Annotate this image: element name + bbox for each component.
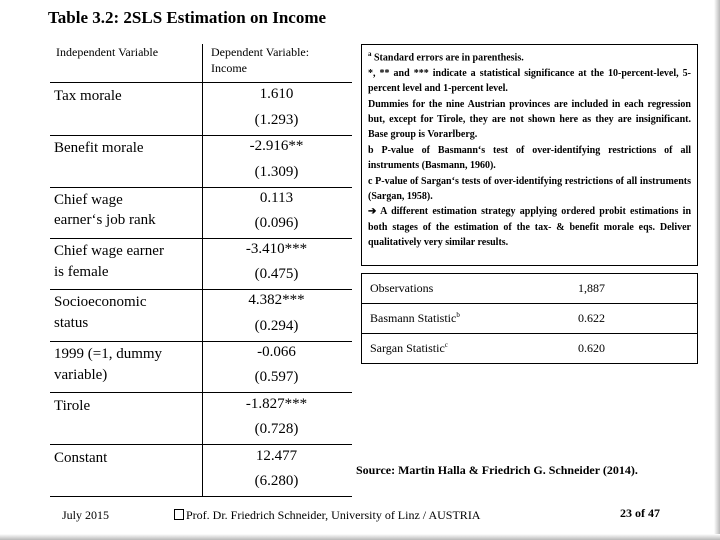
- footer-author: [174, 508, 480, 523]
- se-tirole: (0.728): [254, 421, 299, 437]
- row-label-tax-morale: Tax morale: [54, 88, 122, 104]
- row-label-job-rank-line1: Chief wage: [54, 192, 123, 208]
- note-probit-text: A different estimation strategy applying ordered probit estimations in both stages of the estimation of the tax- & benefit morale eqs. Deliver qualitatively very similar results.: [368, 206, 691, 249]
- footer-author-text: Prof. Dr. Friedrich Schneider, University of Linz / AUSTRIA: [186, 508, 481, 522]
- table-row: [362, 334, 698, 364]
- coef-tax-morale: 1.610: [259, 86, 294, 102]
- row-label-benefit-morale: Benefit morale: [54, 140, 144, 156]
- row-rule: [50, 444, 352, 445]
- row-rule: [50, 135, 352, 136]
- note-a-marker: a: [368, 50, 372, 58]
- se-constant: (6.280): [254, 473, 299, 489]
- page-number: 23 of 47: [620, 506, 660, 520]
- row-label-socioeconomic-line1: Socioeconomic: [54, 294, 147, 310]
- header-dependent-line2: Income: [211, 61, 247, 75]
- row-rule: [50, 289, 352, 290]
- stat-value-observations: 1,887: [578, 281, 605, 295]
- coef-benefit-morale: -2.916**: [249, 138, 304, 154]
- note-basmann: b P-value of Basmann‘s test of over-identifying restrictions of all instruments (Basmann, 1960).: [368, 144, 691, 172]
- stat-name-observations: [362, 274, 571, 304]
- note-probit: [368, 204, 691, 250]
- se-job-rank: (0.096): [254, 215, 299, 231]
- stat-sup-b: b: [456, 311, 460, 319]
- coef-constant: 12.477: [255, 448, 298, 464]
- table-row: [362, 274, 698, 304]
- note-a-text: Standard errors are in parenthesis.: [371, 52, 524, 64]
- slide-frame-shadow-bottom: [0, 534, 720, 540]
- row-label-tirole: Tirole: [54, 398, 91, 414]
- coef-tirole: -1.827***: [245, 396, 308, 412]
- row-label-constant: Constant: [54, 450, 108, 466]
- footer-date: July 2015: [62, 508, 110, 522]
- arrow-icon: ➔: [368, 206, 377, 218]
- column-divider: [202, 44, 203, 496]
- stat-name-sargan: [362, 334, 571, 364]
- row-label-socioeconomic-line2: status: [54, 315, 89, 331]
- row-rule: [50, 392, 352, 393]
- row-label-1999-line1: 1999 (=1, dummy: [54, 346, 163, 362]
- row-label-job-rank-line2: earner‘s job rank: [54, 212, 156, 228]
- row-label-1999-line2: variable): [54, 367, 108, 383]
- footer-bullet-icon: [174, 509, 184, 520]
- note-sargan: c P-value of Sargan‘s tests of over-identifying restrictions of all instruments (Sargan, 1958).: [368, 175, 691, 202]
- table-row: [362, 304, 698, 334]
- statistics-table: [361, 273, 698, 364]
- coef-female: -3.410***: [245, 241, 308, 257]
- stat-value-basmann: 0.622: [570, 304, 698, 334]
- row-label-female-line2: is female: [54, 264, 109, 280]
- stat-value-sargan: 0.620: [570, 334, 698, 364]
- row-rule: [50, 187, 352, 188]
- source-citation: Source: Martin Halla & Friedrich G. Schneider (2014).: [356, 463, 638, 477]
- stat-name-text: Observations: [370, 281, 434, 295]
- row-rule: [50, 341, 352, 342]
- note-dummies: Dummies for the nine Austrian provinces are included in each regression but, except for Tirole, they are not shown here as they are insignificant. Base group is Vorarlberg.: [368, 98, 691, 141]
- stat-name-text: Sargan Statistic: [370, 341, 445, 355]
- table-bottom-rule: [50, 496, 352, 497]
- coef-job-rank: 0.113: [259, 190, 294, 206]
- stat-name-text: Basmann Statistic: [370, 311, 457, 325]
- se-female: (0.475): [254, 266, 299, 282]
- coef-1999: -0.066: [257, 344, 296, 360]
- row-rule: [50, 238, 352, 239]
- notes-box: [361, 44, 698, 266]
- note-standard-errors: [368, 47, 691, 66]
- slide-frame-shadow-right: [714, 0, 720, 540]
- se-socioeconomic: (0.294): [254, 318, 299, 334]
- stat-sup-c: c: [444, 341, 448, 349]
- se-1999: (0.597): [254, 369, 299, 385]
- slide-title: Table 3.2: 2SLS Estimation on Income: [48, 8, 327, 27]
- stat-name-basmann: [362, 304, 571, 334]
- header-rule: [50, 82, 352, 83]
- coef-socioeconomic: 4.382***: [248, 292, 305, 308]
- header-dependent-variable: [211, 44, 309, 76]
- header-dependent-line1: Dependent Variable:: [211, 45, 310, 59]
- se-tax-morale: (1.293): [254, 112, 299, 128]
- row-label-female-line1: Chief wage earner: [54, 243, 164, 259]
- note-significance: *, ** and *** indicate a statistical significance at the 10-percent-level, 5-percent level and 1-percent level.: [368, 67, 691, 95]
- se-benefit-morale: (1.309): [254, 164, 299, 180]
- header-independent-variable: Independent Variable: [56, 45, 159, 59]
